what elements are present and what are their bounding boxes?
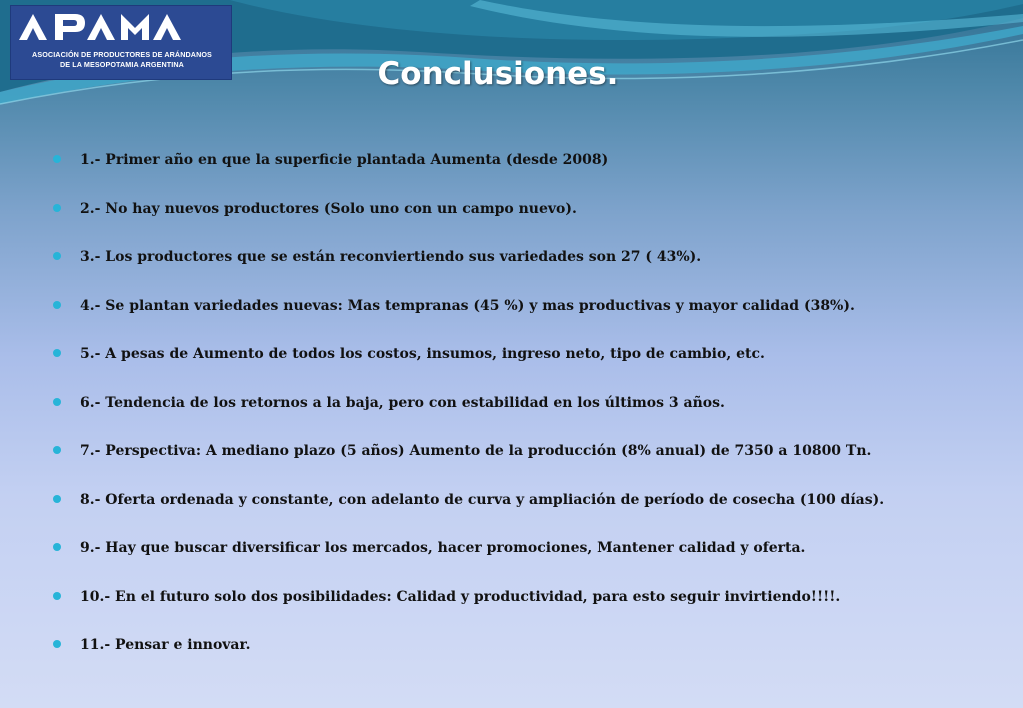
list-item-text: 10.- En el futuro solo dos posibilidades: Calidad y productividad, para esto seguir invirtiendo!!!!. xyxy=(80,588,841,605)
list-item xyxy=(0,437,1023,486)
list-item xyxy=(0,389,1023,438)
list-item-text: 2.- No hay nuevos productores (Solo uno con un campo nuevo). xyxy=(80,200,577,217)
bullet-icon xyxy=(53,543,61,551)
list-item-text: 9.- Hay que buscar diversificar los mercados, hacer promociones, Mantener calidad y oferta. xyxy=(80,540,806,556)
bullet-icon xyxy=(53,204,61,212)
list-item xyxy=(0,195,1023,244)
list-item-text: 7.- Perspectiva: A mediano plazo (5 años) Aumento de la producción (8% anual) de 7350 a 10800 Tn. xyxy=(80,443,872,459)
list-item-text: 1.- Primer año en que la superficie plantada Aumenta (desde 2008) xyxy=(80,152,609,168)
list-item-text: 11.- Pensar e innovar. xyxy=(80,637,251,653)
list-item xyxy=(0,583,1023,632)
list-item xyxy=(0,486,1023,535)
bullet-icon xyxy=(53,349,61,357)
list-item xyxy=(0,340,1023,389)
bullet-icon xyxy=(53,301,61,309)
list-item-text: 8.- Oferta ordenada y constante, con adelanto de curva y ampliación de período de cosecha (100 días). xyxy=(80,491,885,508)
conclusions-list xyxy=(0,146,1023,680)
list-item xyxy=(0,146,1023,195)
bullet-icon xyxy=(53,592,61,600)
list-item-text: 4.- Se plantan variedades nuevas: Mas tempranas (45 %) y mas productivas y mayor calidad (38%). xyxy=(80,297,855,314)
bullet-icon xyxy=(53,252,61,260)
list-item xyxy=(0,243,1023,292)
list-item xyxy=(0,534,1023,583)
bullet-icon xyxy=(53,446,61,454)
page-title: Conclusiones. xyxy=(377,56,619,92)
list-item xyxy=(0,631,1023,680)
list-item-text: 5.- A pesas de Aumento de todos los costos, insumos, ingreso neto, tipo de cambio, etc. xyxy=(80,346,765,362)
bullet-icon xyxy=(53,398,61,406)
bullet-icon xyxy=(53,495,61,503)
list-item-text: 6.- Tendencia de los retornos a la baja, pero con estabilidad en los últimos 3 años. xyxy=(80,394,725,411)
list-item xyxy=(0,292,1023,341)
bullet-icon xyxy=(53,640,61,648)
list-item-text: 3.- Los productores que se están reconviertiendo sus variedades son 27 ( 43%). xyxy=(80,249,702,265)
logo-subtitle: ASOCIACIÓN DE PRODUCTORES DE ARÁNDANOS DE LA MESOPOTAMIA ARGENTINA xyxy=(32,50,212,69)
bullet-icon xyxy=(53,155,61,163)
apama-logo-wordmark xyxy=(11,10,233,44)
